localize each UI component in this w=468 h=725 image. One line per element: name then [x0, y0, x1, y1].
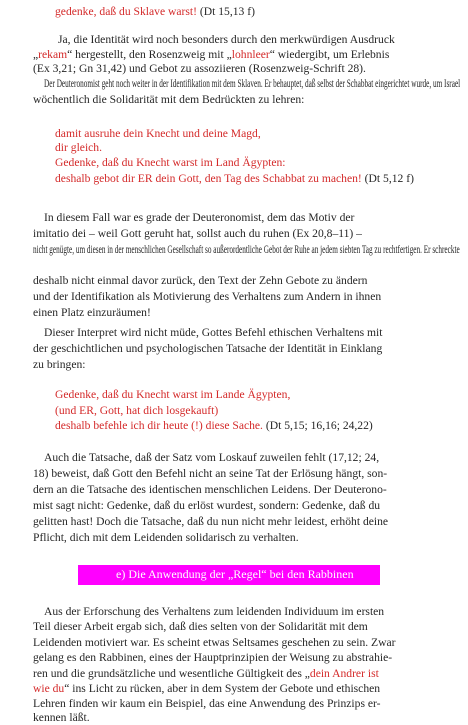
text-line: Der Deuteronomist geht noch weiter in der Identifikation mit dem Sklaven. Er behauptet, daß selbst der Schabbat eingerichtet wurde, um Israel — [44, 77, 461, 90]
text-line: mist sagt nicht: Gedenke, daß du erlöst wurdest, sondern: Gedenke, daß du — [33, 499, 381, 512]
text-line: In diesem Fall war es grade der Deuteronomist, dem das Motiv der — [44, 211, 355, 224]
text-line: einen Platz einzuräumen! — [33, 306, 151, 319]
quote-line: dir gleich. — [55, 141, 103, 154]
text-line: (Ex 3,21; Gn 31,42) und Gebot zu assoziieren (Rosenzweig-Schrift 28). — [33, 62, 366, 75]
quote-line: (und ER, Gott, hat dich losgekauft) — [55, 404, 219, 417]
text-line: „rekam“ hergestellt, den Rosenzweig mit „lohnleer“ wiedergibt, um Erlebnis — [33, 48, 390, 61]
text-line: wöchentlich die Solidarität mit dem Bedrückten zu lehren: — [33, 93, 305, 106]
text-line: gelitten hast! Doch die Tatsache, daß du nun nicht mehr leidest, erhöht deine — [33, 515, 389, 528]
text-line: zu bringen: — [33, 358, 86, 371]
text-line: imitatio dei – weil Gott geruht hat, sollst auch du ruhen (Ex 20,8–11) – — [33, 227, 362, 240]
text-line: deshalb nicht einmal davor zurück, den Text der Zehn Gebote zu ändern — [33, 274, 368, 287]
text-line: Leidenden motiviert war. Es scheint etwas Seltsames geschehen zu sein. Zwar — [33, 636, 396, 649]
text-line: ren und die grundsätzliche und wesentliche Gültigkeit des „dein Andrer ist — [33, 667, 379, 680]
quote-line: Gedenke, daß du Knecht warst im Land Ägypten: — [55, 156, 286, 169]
section-heading: e) Die Anwendung der „Regel“ bei den Rabbinen — [116, 567, 354, 581]
quote-line: Gedenke, daß du Knecht warst im Lande Ägypten, — [55, 388, 291, 401]
text-line: Dieser Interpret wird nicht müde, Gottes Befehl ethischen Verhaltens mit — [44, 326, 383, 339]
text-line: Auch die Tatsache, daß der Satz vom Loskauf zuweilen fehlt (17,12; 24, — [44, 451, 380, 464]
text-line: kennen läßt. — [33, 711, 90, 724]
quote-line: deshalb gebot dir ER dein Gott, den Tag des Schabbat zu machen! (Dt 5,12 f) — [55, 172, 414, 185]
text-line: nicht genügte, um diesen in der menschlichen Gesellschaft so außerordentliche Gebot der Ruhe an jedem siebten Tag zu rechtfertigen. Er schreckte — [33, 243, 460, 256]
text-line: und der Identifikation als Motivierung des Verhaltens zum Andern in ihnen — [33, 290, 382, 303]
quote-line: gedenke, daß du Sklave warst! (Dt 15,13 f) — [55, 5, 255, 18]
text-line: Pflicht, dich mit dem Leidenden solidarisch zu verhalten. — [33, 531, 299, 544]
text-line: der geschichtlichen und psychologischen Tatsache der Identität in Einklang — [33, 342, 383, 355]
text-line: 18) beweist, daß Gott den Befehl nicht an seine Tat der Erlösung hängt, son- — [33, 467, 388, 480]
quote-line: deshalb befehle ich dir heute (!) diese Sache. (Dt 5,15; 16,16; 24,22) — [55, 419, 373, 432]
text-line: Lehren finden wir kaum ein Beispiel, das eine Anwendung des Prinzips er- — [33, 697, 381, 710]
quote-line: damit ausruhe dein Knecht und deine Magd, — [55, 127, 261, 140]
text-line: wie du“ ins Licht zu rücken, aber in dem System der Gebote und ethischen — [33, 682, 381, 695]
text-line: Aus der Erforschung des Verhaltens zum leidenden Individuum im ersten — [44, 605, 385, 618]
text-line: Teil dieser Arbeit ergab sich, daß dies selten von der Solidarität mit dem — [33, 620, 368, 633]
text-line: Ja, die Identität wird noch besonders durch den merkwürdigen Ausdruck — [58, 33, 395, 46]
text-line: gelang es den Rabbinen, eines der Hauptprinzipien der Weisung zu abstrahie- — [33, 651, 393, 664]
text-line: dern an die Tatsache des identischen menschlichen Leidens. Der Deuterono- — [33, 483, 387, 496]
